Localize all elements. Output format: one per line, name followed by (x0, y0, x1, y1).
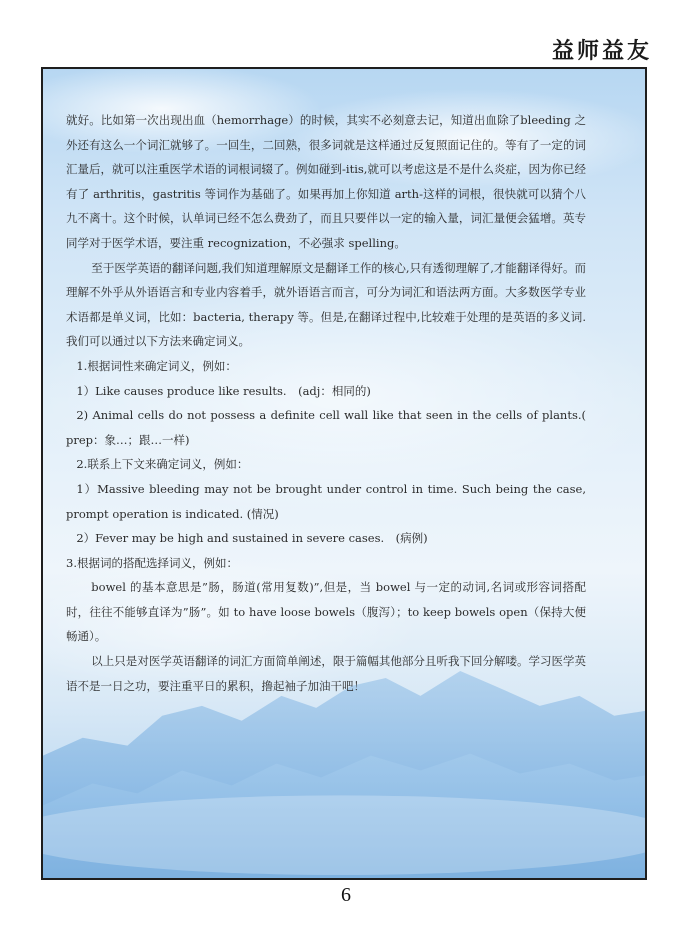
method-heading-1: 1.根据词性来确定词义，例如： (76, 358, 237, 373)
example-1-2: 2) Animal cells do not possess a definite cell wall like that seen in the cells of plants.( prep：象…；跟…一样) (66, 408, 586, 447)
method-heading-3: 3.根据词的搭配选择词义，例如： (66, 555, 238, 570)
example-1-1: 1）Like causes produce like results. (adj：相同的) (76, 383, 371, 398)
section-title: 益师益友 (551, 38, 652, 64)
paragraph-bowel: bowel 的基本意思是”肠，肠道(常用复数)”,但是，当 bowel 与一定的动词,名词或形容词搭配时，往往不能够直译为”肠”。如 to have loose bowels（腹泻）；to keep bowels open（保持大便畅通）。 (66, 580, 586, 644)
page-number: 6 (341, 884, 351, 906)
article-body (66, 108, 586, 698)
example-2-2: 2）Fever may be high and sustained in severe cases. (病例) (76, 531, 428, 546)
example-2-1: 1）Massive bleeding may not be brought under control in time. Such being the case, prompt operation is indicated. (情况) (66, 481, 586, 521)
paragraph-translation-intro: 至于医学英语的翻译问题,我们知道理解原文是翻译工作的核心,只有透彻理解了,才能翻译得好。而理解不外乎从外语语言和专业内容着手，就外语语言而言，可分为词汇和语法两方面。大多数医学专业术语都是单义词，比如：bacteria, therapy 等。但是,在翻译过程中,比较难于处理的是英语的多义词.我们可以通过以下方法来确定词义。 (66, 260, 586, 349)
paragraph-conclusion: 以上只是对医学英语翻译的词汇方面简单阐述，限于篇幅其他部分且听我下回分解喽。学习医学英语不是一日之功，要注重平日的累积，撸起袖子加油干吧！ (66, 654, 586, 693)
method-heading-2: 2.联系上下文来确定词义，例如： (76, 457, 249, 472)
paragraph-vocabulary: 就好。比如第一次出现出血（hemorrhage）的时候，其实不必刻意去记，知道出血除了bleeding 之外还有这么一个词汇就够了。一回生，二回熟，很多词就是这样通过反复照面记住的。等有了一定的词汇量后，就可以注重医学术语的词根词辍了。例如碰到-itis,就可以考虑这是不是什么炎症，因为你已经有了 arthritis，gastritis 等词作为基础了。如果再加上你知道 arth-这样的词根，很快就可以猜个八九不离十。这个时候，认单词已经不怎么费劲了，而且只要伴以一定的输入量，词汇量便会猛增。英专同学对于医学术语，要注重 recognization，不必强求 spelling。 (66, 113, 586, 250)
